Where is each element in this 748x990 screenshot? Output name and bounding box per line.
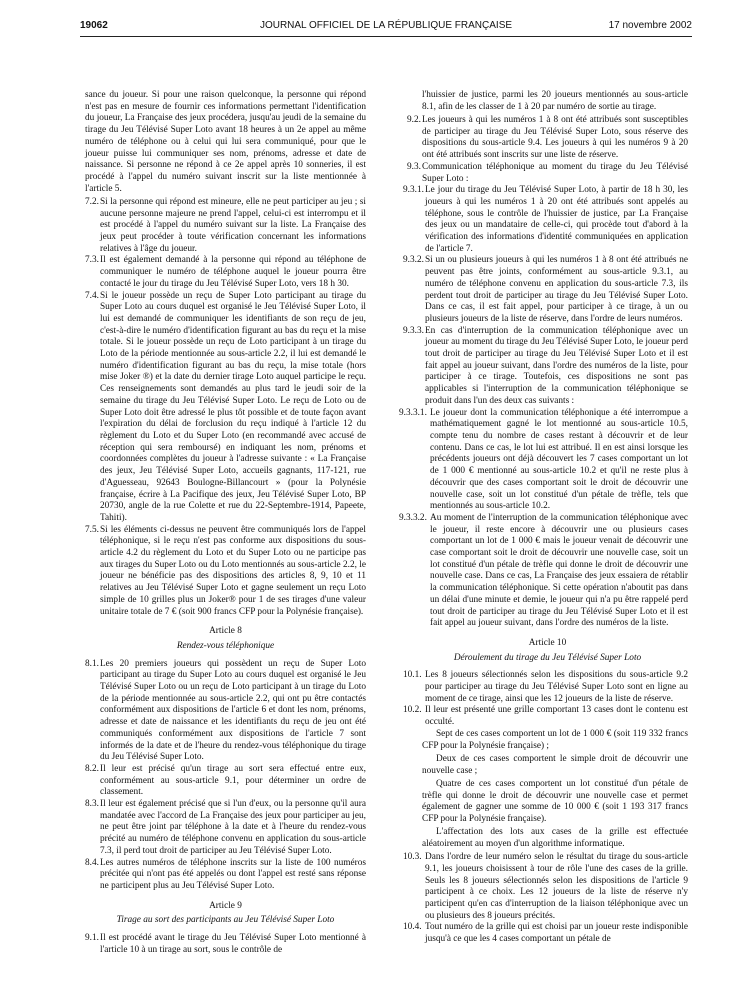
clause — [403, 922, 688, 945]
clause — [403, 705, 688, 728]
clause-number: 9.3.2. — [403, 255, 424, 266]
clause — [85, 858, 366, 893]
clause-number: 10.2. — [403, 705, 422, 716]
clause — [407, 162, 688, 185]
clause-text: Il leur est présenté une grille comportant 13 cases dont le contenu est occulté. — [425, 705, 688, 728]
clause — [85, 799, 366, 858]
issue-date: 17 novembre 2002 — [608, 20, 692, 31]
clause-text: Les autres numéros de téléphone inscrits sur la liste de 100 numéros précitée qui n'ont pas été appelés ou dont l'appel est resté sans réponse ne participent plus au Jeu Télévisé Super Loto. — [100, 857, 366, 891]
page-header — [80, 20, 692, 34]
article-8-subtitle: Rendez-vous téléphonique — [176, 640, 275, 651]
clause-text: Les 20 premiers joueurs qui possèdent un reçu de Super Loto participant au tirage du Super Loto au cours duquel est organisé le Jeu Télévisé Super Loto ou un reçu de Loto participant à un tirage du Loto de la période mentionnée au sous-article 2.2, qui ont pu être contactés conformément aux dispositions de l'article 6 et dont les nom, prénoms, adresse et date de naissance et les identifiants du reçu de jeu ont été communiqués conformément aux dispositions de l'article 7 sont informés de la date et de l'heure du rendez-vous téléphonique du tirage du Jeu Télévisé Super Loto. — [100, 658, 366, 763]
clause-number: 9.3.3.2. — [399, 512, 427, 523]
subclause — [403, 325, 688, 408]
clause-text: Communication téléphonique au moment du tirage du Jeu Télévisé Super Loto : — [422, 161, 688, 184]
right-column — [399, 90, 688, 946]
clause — [403, 670, 688, 705]
clause — [85, 525, 366, 619]
paragraph: Quatre de ces cases comportent un lot constitué d'un pétale de trèfle qui donne le droit de découvrir une nouvelle case et permet également de gagner une somme de 10 000 € (soit 1 193 317 francs CFP pour la Polynésie française). — [422, 778, 688, 824]
clause-text: Dans l'ordre de leur numéro selon le résultat du tirage du sous-article 9.1, les joueurs choisissent à tour de rôle l'une des cases de la grille. Seuls les 8 joueurs sélectionnés selon les dispositions de l'article 9 participent à ce choix. Les 12 joueurs de la liste de réserve n'y participent qu'en cas d'interruption de la liaison téléphonique avec un ou plusieurs des 8 joueurs précités. — [425, 852, 688, 921]
clause-number: 7.3. — [85, 255, 99, 266]
clause-number: 10.1. — [403, 670, 422, 681]
clause-number: 10.4. — [403, 922, 422, 933]
clause-text: Les 8 joueurs sélectionnés selon les dispositions du sous-article 9.2 pour participer au tirage du Jeu Télévisé Super Loto sont en ligne au moment de ce tirage, ainsi que les 12 joueurs de la liste de réserve. — [425, 670, 688, 704]
clause-text: Si le joueur possède un reçu de Super Loto participant au tirage du Super Loto au cours duquel est organisé le Jeu Télévisé Super Loto, il lui est demandé de communiquer les identifiants de son reçu de jeu, c'est-à-dire le numéro d'identification figurant au bas du reçu et la mise totale. Si le joueur possède un reçu de Loto participant à un tirage du Loto de la période mentionnée au sous-article 2.2, il lui est demandé le numéro d'identification figurant au bas du reçu, la mise totale (hors mise Joker ®) et la date du dernier tirage Loto auquel participe le reçu. Ces renseignements sont demandés au plus tard le jeudi soir de la semaine du tirage du Jeu Télévisé Super Loto. Le reçu de Loto ou de Super Loto doit être adressé le plus tôt possible et de toute façon avant l'expiration du délai de forclusion du reçu indiqué à l'article 12 du règlement du Loto et du Super Loto (en recommandé avec accusé de réception qui sera remboursé) en indiquant les nom, prénoms et coordonnées complètes du joueur à l'adresse suivante : « La Française des jeux, Jeu Télévisé Super Loto, accueils gagnants, 117-121, rue d'Aguesseau, 92643 Boulogne-Billancourt » (pour la Polynésie française, écrire à La Pacifique des jeux, Jeu Télévisé Super Loto, BP 20730, angle de la rue Colette et rue du 22-Septembre-1914, Papeete, Tahiti). — [100, 290, 366, 523]
article-10-subtitle: Déroulement du tirage du Jeu Télévisé Super Loto — [453, 652, 642, 663]
subclause — [403, 255, 688, 325]
clause-text: Tout numéro de la grille qui est choisi par un joueur reste indisponible jusqu'à ce que les 4 cases comportant un pétale de — [425, 922, 688, 945]
clause-text: Le jour du tirage du Jeu Télévisé Super Loto, à partir de 18 h 30, les joueurs à qui les numéros 1 à 20 ont été attribués sont appelés au téléphone, sous le contrôle de l'huissier de justice, par La Française des jeux ou un mandataire de celle-ci, qui procède tout d'abord à la vérification des informations d'identité communiquées en application de l'article 7. — [425, 185, 688, 254]
clause — [403, 852, 688, 922]
subsubclause — [399, 512, 688, 630]
article-8-title: Article 8 — [209, 626, 242, 637]
clause-text: Si la personne qui répond est mineure, elle ne peut participer au jeu ; si aucune personne majeure ne prend l'appel, celui-ci est interrompu et il est procédé à l'appel du numéro suivant sur la liste. La Française des jeux peut procéder à toute vérification concernant les informations relatives à l'âge du joueur. — [100, 196, 366, 254]
clause-text: Il leur est également précisé que si l'un d'eux, ou la personne qu'il aura mandatée avec l'accord de La Française des jeux pour participer au jeu, ne peut être joint par téléphone à la date et à l'heure du rendez-vous précité au numéro de téléphone convenu en application du sous-article 7.3, il perd tout droit de participer au Jeu Télévisé Super Loto. — [100, 799, 366, 856]
clause-text: Si les éléments ci-dessus ne peuvent être communiqués lors de l'appel téléphonique, si le reçu n'est pas conforme aux dispositions du sous-article 4.2 du règlement du Loto et du Super Loto ou ne participe pas aux tirages du Super Loto ou du Loto mentionnés au sous-article 2.2, le joueur ne bénéficie pas des dispositions des articles 8, 9, 10 et 11 relatives au Jeu Télévisé Super Loto et gagne seulement un reçu Loto simple de 10 grilles plus un Joker® pour 1 de ses tirages d'une valeur unitaire totale de 7 € (soit 900 francs CFP pour la Polynésie française). — [100, 524, 366, 617]
clause-number: 8.2. — [85, 763, 99, 774]
article-9-title: Article 9 — [209, 900, 242, 911]
paragraph: Deux de ces cases comportent le simple droit de découvrir une nouvelle case ; — [422, 753, 688, 776]
clause-number: 9.3.3. — [403, 325, 424, 336]
subclause — [403, 185, 688, 255]
clause-number: 9.3.1. — [403, 185, 424, 196]
clause-text: Les joueurs à qui les numéros 1 à 8 ont été attribués sont susceptibles de participer au tirage du Jeu Télévisé Super Loto, sous réserve des dispositions du sous-article 9.4. Les joueurs à qui les numéros 9 à 20 ont été attribués sont inscrits sur une liste de réserve. — [422, 115, 688, 161]
left-column — [85, 90, 366, 957]
clause-text: Le joueur dont la communication téléphonique a été interrompue a mathématiquement gagné le lot mentionné au sous-article 10.5, compte tenu du nombre de cases restant à découvrir et de leur contenu. Dans ce cas, le lot lui est attribué. Il en est ainsi lorsque les précédents joueurs ont déjà découvert les 7 cases comportant un lot de 1 000 € mentionné au sous-article 10.2 et qu'il ne reste plus à découvrir que des cases comportant soit le droit de découvrir une nouvelle case, soit un lot constitué d'un pétale de trèfle, tels que mentionnés au sous-article 10.2. — [430, 407, 688, 512]
paragraph: Sept de ces cases comportent un lot de 1 000 € (soit 119 332 francs CFP pour la Polynésie française) ; — [422, 728, 688, 751]
clause — [85, 291, 366, 525]
paragraph: L'affectation des lots aux cases de la grille est effectuée aléatoirement au moyen d'un algorithme informatique. — [422, 827, 688, 849]
clause-number: 7.5. — [85, 524, 99, 535]
clause-text: Il est également demandé à la personne qui répond au téléphone de communiquer le numéro de téléphone auquel le joueur pourra être contacté le jour du tirage du Jeu Télévisé Super Loto, vers 18 h 30. — [100, 255, 366, 289]
clause — [85, 764, 366, 799]
clause-text: Au moment de l'interruption de la communication téléphonique avec le joueur, il reste encore à découvrir une ou plusieurs cases comportant un lot de 1 000 € mais le joueur venait de découvrir une case comportant soit le droit de découvrir une nouvelle case, soit un lot constitué d'un pétale de trèfle qui donne le droit de découvrir une nouvelle case. Dans ce cas, La Française des jeux essaiera de rétablir la communication téléphonique. Si cette opération n'aboutit pas dans un délai d'une minute et demie, le joueur qui n'a pu être rappelé perd tout droit de participer au tirage du Jeu Télévisé Super Loto et il est fait appel au joueur suivant, dans l'ordre des numéros de la liste. — [430, 512, 688, 629]
clause-text: En cas d'interruption de la communication téléphonique avec un joueur au moment du tirage du Jeu Télévisé Super Loto, le joueur perd tout droit de participer au tirage du Jeu Télévisé Super Loto et il est fait appel au joueur suivant, dans l'ordre des numéros de la liste, pour participer à ce tirage. Toutefois, ces dispositions ne sont pas applicables si l'interruption de la communication téléphonique se produit dans l'un des deux cas suivants : — [425, 325, 688, 406]
article-9-subtitle: Tirage au sort des participants au Jeu Télévisé Super Loto — [116, 915, 335, 926]
clause — [85, 255, 366, 290]
clause-number: 9.1. — [85, 933, 99, 944]
clause-number: 8.3. — [85, 799, 99, 810]
journal-title: JOURNAL OFFICIEL DE LA RÉPUBLIQUE FRANÇAISE — [259, 20, 513, 31]
clause-text: Il est procédé avant le tirage du Jeu Télévisé Super Loto mentionné à l'article 10 à un tirage au sort, sous le contrôle de — [100, 933, 366, 955]
header-rule — [80, 36, 692, 37]
page-number: 19062 — [80, 20, 108, 31]
clause-number: 9.3. — [407, 161, 421, 172]
clause-number: 7.4. — [85, 290, 99, 301]
article-10-title: Article 10 — [528, 637, 567, 648]
clause-number: 8.4. — [85, 857, 99, 868]
clause-number: 8.1. — [85, 658, 99, 669]
clause-number: 7.2. — [85, 196, 99, 207]
clause-text: Si un ou plusieurs joueurs à qui les numéros 1 à 8 ont été attribués ne peuvent pas être joints, conformément au sous-article 9.3.1, au numéro de téléphone convenu en application du sous-article 7.3, ils perdent tout droit de participer au tirage du Jeu Télévisé Super Loto. Dans ce cas, il est fait appel, pour participer à ce tirage, à un ou plusieurs joueurs de la liste de réserve, dans l'ordre de leurs numéros. — [425, 255, 688, 324]
continued-paragraph: sance du joueur. Si pour une raison quelconque, la personne qui répond n'est pas en mesure de fournir ces informations permettant l'identification du joueur, La Française des jeux procédera, jusqu'au jeudi de la semaine du tirage du Jeu Télévisé Super Loto avant 18 heures à un 2e appel au même numéro de téléphone ou à celui qui lui sera communiqué, pour que le joueur puisse lui communiquer ses nom, prénoms, adresse et date de naissance. Si personne ne répond à ce 2e appel après 10 sonneries, il est procédé à l'appel du numéro suivant inscrit sur la liste mentionnée à l'article 5. — [85, 90, 366, 194]
clause-text: Il leur est précisé qu'un tirage au sort sera effectué entre eux, conformément au sous-article 9.1, pour déterminer un ordre de classement. — [100, 763, 366, 798]
clause — [407, 115, 688, 162]
clause-number: 10.3. — [403, 852, 422, 863]
clause — [85, 197, 366, 256]
clause-number: 9.2. — [407, 115, 421, 125]
clause-number: 9.3.3.1. — [399, 407, 427, 418]
subsubclause — [399, 407, 688, 513]
clause — [85, 933, 366, 956]
clause — [85, 659, 366, 764]
continued-paragraph: l'huissier de justice, parmi les 20 joueurs mentionnés au sous-article 8.1, afin de les classer de 1 à 20 par numéro de sortie au tirage. — [422, 90, 688, 112]
